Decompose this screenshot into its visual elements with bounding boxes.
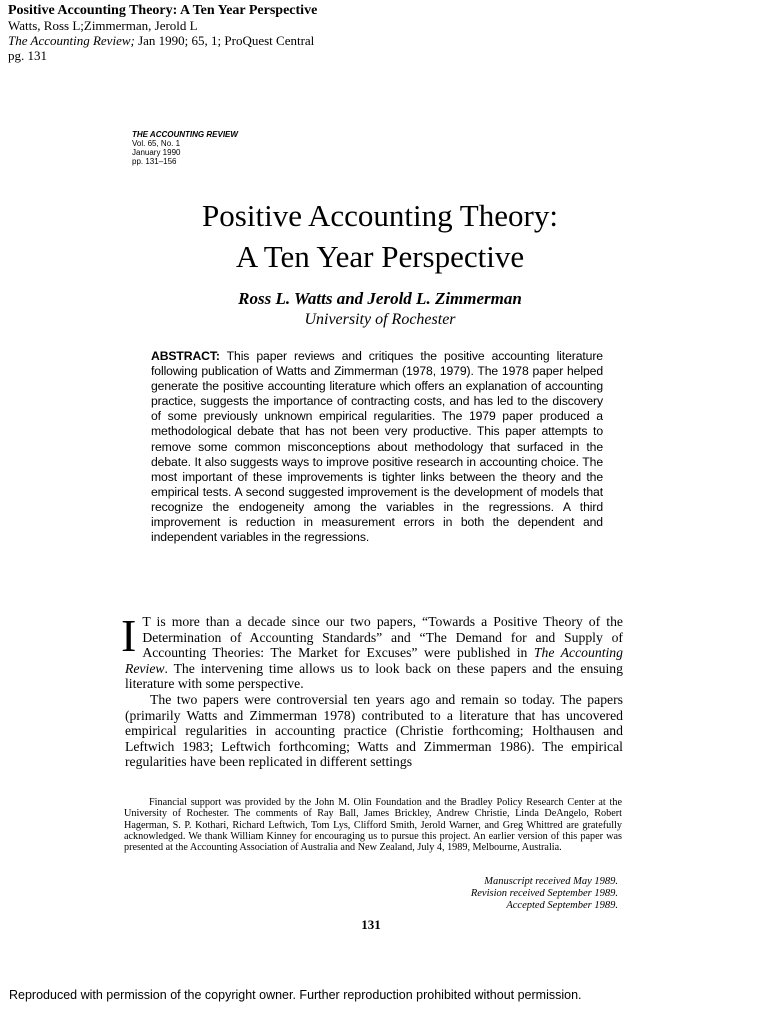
received-dates xyxy=(471,876,618,912)
footnote xyxy=(124,797,622,853)
paragraph-1 xyxy=(121,610,623,692)
journal-info-block xyxy=(132,130,238,166)
paper-authors: Ross L. Watts and Jerold L. Zimmerman xyxy=(238,289,522,308)
header-page: pg. 131 xyxy=(8,48,47,63)
header-citation xyxy=(8,33,317,48)
abstract-text: This paper reviews and critiques the positive accounting literature following publication of Watts and Zimmerman (1978, 1979). The 1978 paper helped generate the positive accounting literature which offers an explanation of accounting practice, suggests the importance of contracting costs, and has led to the discovery of some previously unknown empirical regularities. The 1979 paper produced a methodological debate that has not been very productive. This paper attempts to remove some common misconceptions about methodology that surfaced in the debate. It also suggests ways to improve positive research in accounting choice. The most important of these improvements is tighter links between the theory and the empirical tests. A second suggested improvement is the development of models that recognize the endogeneity among the variables in the regressions. A third improvement is reduction in measurement errors in both the dependent and independent variables in the regressions. xyxy=(151,349,603,545)
footnote-text: Financial support was provided by the John M. Olin Foundation and the Bradley Policy Research Center at the University of Rochester. The comments of Ray Ball, James Brickley, Andrew Christie, Linda DeAngelo, Robert Hagerman, S. P. Kothari, Richard Leftwich, Tom Lys, Clifford Smith, Jerold Warner, and Greg Whittred are gratefully acknowledged. We thank William Kinney for encouraging us to pursue this project. An earlier version of this paper was presented at the Accounting Association of Australia and New Zealand, July 4, 1989, Melbourne, Australia. xyxy=(124,797,622,854)
journal-name: THE ACCOUNTING REVIEW xyxy=(132,130,238,139)
header-authors: Watts, Ross L;Zimmerman, Jerold L xyxy=(8,18,198,33)
revision-received: Revision received September 1989. xyxy=(470,888,618,899)
manuscript-received: Manuscript received May 1989. xyxy=(484,876,618,887)
header-citation-detail: Jan 1990; 65, 1; ProQuest Central xyxy=(134,33,315,48)
paper-title-line-1: Positive Accounting Theory: xyxy=(202,198,558,233)
paragraph-1-end: . The intervening time allows us to look back on these papers and the ensuing literature with some perspective. xyxy=(125,660,623,692)
header-journal-name: The Accounting Review; xyxy=(8,33,135,48)
paper-title xyxy=(100,195,660,277)
drop-cap: I xyxy=(121,610,137,661)
paper-affiliation: University of Rochester xyxy=(304,311,456,328)
journal-volume: Vol. 65, No. 1 xyxy=(132,139,181,148)
body-text xyxy=(121,610,623,770)
abstract xyxy=(151,349,603,545)
accepted-date: Accepted September 1989. xyxy=(506,900,618,911)
paragraph-1-text: T is more than a decade since our two papers, “Towards a Positive Theory of the Determination of Accounting Standards” and “The Demand for and Supply of Accounting Theories: The Market for Excuses” were published in xyxy=(142,614,623,661)
paragraph-1-journal: The Accounting Review xyxy=(125,645,623,676)
paper-title-line-2: A Ten Year Perspective xyxy=(235,239,525,274)
abstract-label: ABSTRACT: xyxy=(151,349,220,363)
permission-notice: Reproduced with permission of the copyright owner. Further reproduction prohibited without permission. xyxy=(9,988,582,1002)
journal-date: January 1990 xyxy=(132,148,181,157)
page-number: 131 xyxy=(361,917,381,932)
header-title: Positive Accounting Theory: A Ten Year Perspective xyxy=(8,3,318,18)
document-header xyxy=(8,3,317,63)
paragraph-2: The two papers were controversial ten years ago and remain so today. The papers (primarily Watts and Zimmerman 1978) contributed to a literature that has uncovered empirical regularities in accounting practice (Christie forthcoming; Holthausen and Leftwich 1983; Leftwich forthcoming; Watts and Zimmerman 1986). The empirical regularities have been replicated in different settings xyxy=(125,691,623,770)
journal-pages: pp. 131–156 xyxy=(132,157,177,166)
